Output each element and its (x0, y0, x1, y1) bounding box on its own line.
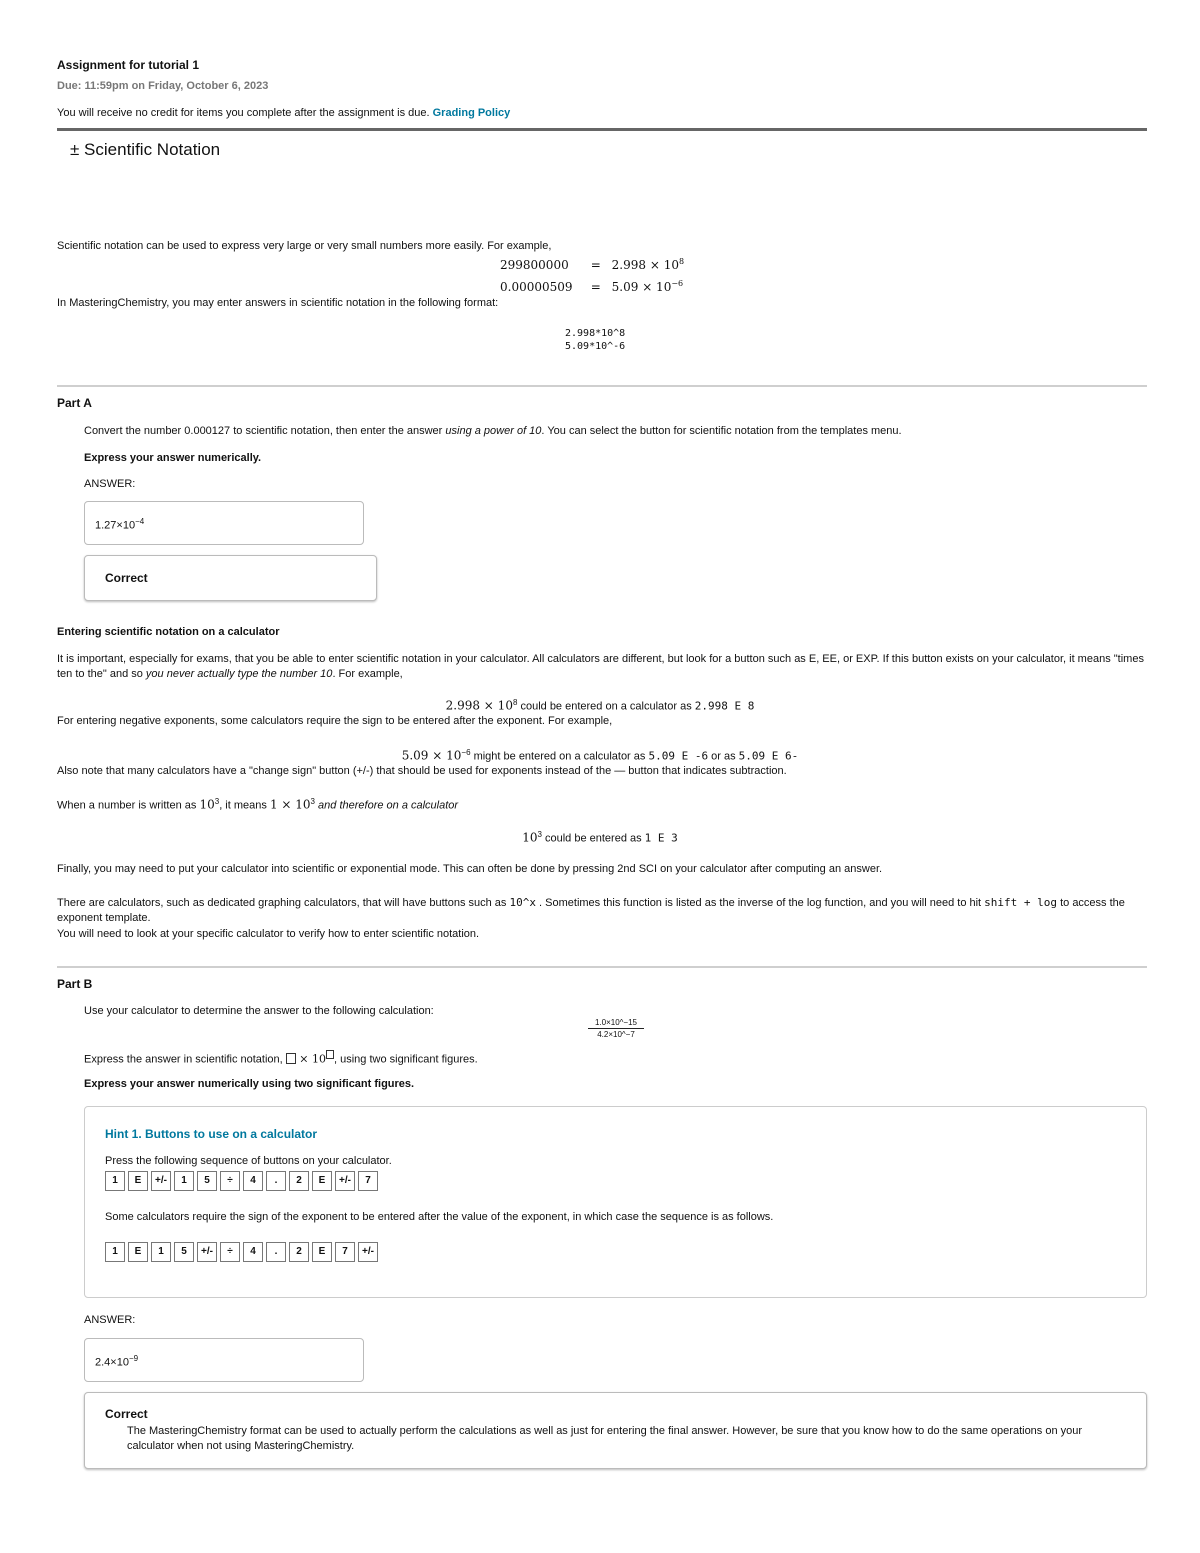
part-a-answer-base: 1.27×10 (95, 519, 136, 532)
eq2-right: 5.09 × 10 (611, 280, 672, 294)
ex1-math: 2.998 × 10 (445, 698, 513, 713)
eq1-exp: 8 (678, 257, 685, 266)
p4-math1-exp: 3 (214, 797, 220, 806)
calc-example-3 (0, 830, 1200, 845)
divider-part-b (57, 966, 1147, 968)
hint-title[interactable]: Hint 1. Buttons to use on a calculator (105, 1127, 318, 1141)
equation-2 (500, 279, 740, 294)
p4-math2: 1 × 10 (269, 797, 311, 812)
calculator-key: 7 (358, 1171, 378, 1191)
header-divider (57, 128, 1147, 131)
part-a-answer-value (95, 517, 144, 532)
part-a-answer-label: ANSWER: (84, 478, 136, 490)
ex3-exp: 3 (537, 830, 542, 839)
calculator-key: +/- (358, 1242, 378, 1262)
late-notice (57, 107, 510, 119)
calculator-key: 5 (197, 1171, 217, 1191)
calculator-key: E (312, 1242, 332, 1262)
eq1-left: 299800000 (500, 258, 569, 272)
button-sequence-1 (105, 1171, 381, 1191)
calculator-key: E (312, 1171, 332, 1191)
p6-code1: 10^x (509, 896, 536, 909)
express-post: , using two significant figures. (333, 1053, 478, 1066)
section-title: ± Scientific Notation (70, 140, 221, 159)
part-a-feedback (84, 555, 377, 601)
format-example-2: 5.09*10^-6 (565, 341, 626, 352)
equation-1 (500, 257, 740, 272)
intro-text: Scientific notation can be used to express very large or very small numbers more easily. For example, (57, 240, 552, 252)
due-date: Due: 11:59pm on Friday, October 6, 2023 (57, 80, 269, 92)
ex2-exp: −6 (461, 748, 471, 757)
button-sequence-2 (105, 1242, 381, 1262)
part-b-feedback-text: The MasteringChemistry format can be used to actually perform the calculations as well as just for entering the final answer. However, be sure that you know how to do the same operations on your calculator when not using MasteringChemistry. (127, 1425, 1083, 1452)
ex2-math: 5.09 × 10 (401, 748, 462, 763)
calculator-key: 1 (151, 1242, 171, 1262)
calc-example-2 (0, 748, 1200, 763)
part-b-express (84, 1050, 478, 1066)
ex3-text: could be entered as (541, 832, 645, 845)
fraction-denominator: 4.2×10^−7 (597, 1030, 635, 1039)
calculator-key: +/- (151, 1171, 171, 1191)
ex2-code1: 5.09 E -6 (648, 749, 709, 763)
part-b-feedback (84, 1392, 1147, 1469)
part-b-answer-value (95, 1354, 138, 1369)
calculator-key: E (128, 1242, 148, 1262)
calc-p1-pre: It is important, especially for exams, that you be able to enter scientific notation in your calculator. All calculators are different, but look for a button such as E, EE, or EXP. If this button exists on your calculator, it means "times ten to the" and so (57, 653, 1144, 680)
part-b-label: Part B (57, 977, 93, 991)
part-b-question: Use your calculator to determine the answer to the following calculation: (84, 1005, 434, 1017)
calculator-key: 4 (243, 1242, 263, 1262)
p6-mid: . Sometimes this function is listed as the inverse of the log function, and you will need to hit (535, 897, 985, 909)
eq1-equals: = (590, 258, 601, 272)
calculator-key: . (266, 1242, 286, 1262)
part-a-question-italic: using a power of 10 (445, 425, 542, 437)
calculator-key: 5 (174, 1242, 194, 1262)
calc-p1-post: . For example, (332, 668, 403, 680)
calc-paragraph-2: For entering negative exponents, some calculators require the sign to be entered after the exponent. For example, (57, 715, 613, 727)
calculator-key: 1 (105, 1242, 125, 1262)
late-notice-text: You will receive no credit for items you complete after the assignment is due. (57, 107, 430, 119)
part-b-answer-exp: −9 (128, 1354, 139, 1363)
calc-paragraph-5: Finally, you may need to put your calculator into scientific or exponential mode. This can often be done by pressing 2nd SCI on your calculator after computing an answer. (57, 863, 883, 875)
p4-mid: , it means (219, 799, 270, 812)
ex1-code: 2.998 E 8 (694, 699, 755, 713)
calc-paragraph-1 (57, 652, 1147, 682)
calculator-key: +/- (197, 1242, 217, 1262)
ex1-text: could be entered on a calculator as (517, 700, 695, 713)
hint-text-2: Some calculators require the sign of the exponent to be entered after the value of the exponent, in which case the sequence is as follows. (105, 1211, 774, 1223)
express-pre: Express the answer in scientific notation, (84, 1053, 286, 1066)
ex2-text2: or as (708, 750, 739, 763)
grading-policy-link[interactable]: Grading Policy (432, 107, 511, 119)
part-a-label: Part A (57, 396, 92, 410)
part-a-question-post: . You can select the button for scientific notation from the templates menu. (541, 425, 902, 437)
calc-p1-italic: you never actually type the number 10 (145, 668, 333, 680)
calculator-key: +/- (335, 1171, 355, 1191)
part-a-question (84, 425, 902, 437)
calc-paragraph-7: You will need to look at your specific calculator to verify how to enter scientific notation. (57, 928, 480, 940)
calculator-key: . (266, 1171, 286, 1191)
eq2-exp: −6 (671, 279, 684, 288)
divider-part-a (57, 385, 1147, 387)
ex2-code2: 5.09 E 6- (738, 749, 799, 763)
calculator-key: 2 (289, 1171, 309, 1191)
calc-example-1 (0, 698, 1200, 713)
calc-heading: Entering scientific notation on a calculator (57, 626, 280, 638)
format-text: In MasteringChemistry, you may enter answers in scientific notation in the following format: (57, 297, 499, 309)
ex2-text1: might be entered on a calculator as (470, 750, 649, 763)
calculator-key: ÷ (220, 1171, 240, 1191)
part-a-feedback-text: Correct (105, 571, 148, 585)
calculator-key: E (128, 1171, 148, 1191)
p6-code2: shift + log (984, 896, 1058, 909)
p4-post: and therefore on a calculator (314, 799, 459, 812)
fraction-numerator: 1.0×10^−15 (588, 1018, 644, 1029)
hint-text-1: Press the following sequence of buttons on your calculator. (105, 1155, 392, 1167)
format-example-1: 2.998*10^8 (565, 328, 626, 339)
part-b-feedback-title: Correct (105, 1407, 148, 1421)
part-a-question-pre: Convert the number 0.000127 to scientific notation, then enter the answer (84, 425, 443, 437)
p4-math1: 10 (199, 797, 215, 812)
calculator-key: 4 (243, 1171, 263, 1191)
eq2-equals: = (590, 280, 601, 294)
calc-paragraph-6 (57, 895, 1147, 926)
assignment-title: Assignment for tutorial 1 (57, 58, 200, 72)
calculator-key: 2 (289, 1242, 309, 1262)
part-b-answer-base: 2.4×10 (95, 1356, 129, 1369)
p6-post: to access the exponent template. (57, 897, 1125, 924)
ex1-exp: 8 (512, 698, 518, 707)
eq2-left: 0.00000509 (500, 280, 573, 294)
calc-paragraph-4 (57, 797, 458, 812)
part-b-answer-label: ANSWER: (84, 1314, 136, 1326)
calculator-key: 1 (174, 1171, 194, 1191)
p4-math2-exp: 3 (310, 797, 315, 806)
calculator-key: ÷ (220, 1242, 240, 1262)
part-a-answer-box[interactable] (84, 501, 364, 545)
calculator-key: 7 (335, 1242, 355, 1262)
part-b-answer-box[interactable] (84, 1338, 364, 1382)
placeholder-exp-box-icon (326, 1050, 334, 1059)
p4-pre: When a number is written as (57, 799, 200, 812)
part-b-fraction (588, 1018, 644, 1039)
part-a-answer-exp: −4 (135, 517, 145, 526)
ex3-math: 10 (522, 830, 538, 845)
calculator-key: 1 (105, 1171, 125, 1191)
express-times: × 10 (295, 1052, 326, 1066)
ex3-code: 1 E 3 (644, 831, 678, 845)
hint-panel (84, 1106, 1147, 1298)
placeholder-box-icon (286, 1053, 296, 1064)
part-a-instruction: Express your answer numerically. (84, 452, 262, 464)
eq1-right: 2.998 × 10 (611, 258, 679, 272)
part-b-instruction: Express your answer numerically using two significant figures. (84, 1078, 415, 1090)
calc-paragraph-3: Also note that many calculators have a "change sign" button (+/-) that should be used for exponents instead of the — button that indicates subtraction. (57, 765, 787, 777)
p6-pre: There are calculators, such as dedicated graphing calculators, that will have buttons such as (57, 897, 510, 909)
